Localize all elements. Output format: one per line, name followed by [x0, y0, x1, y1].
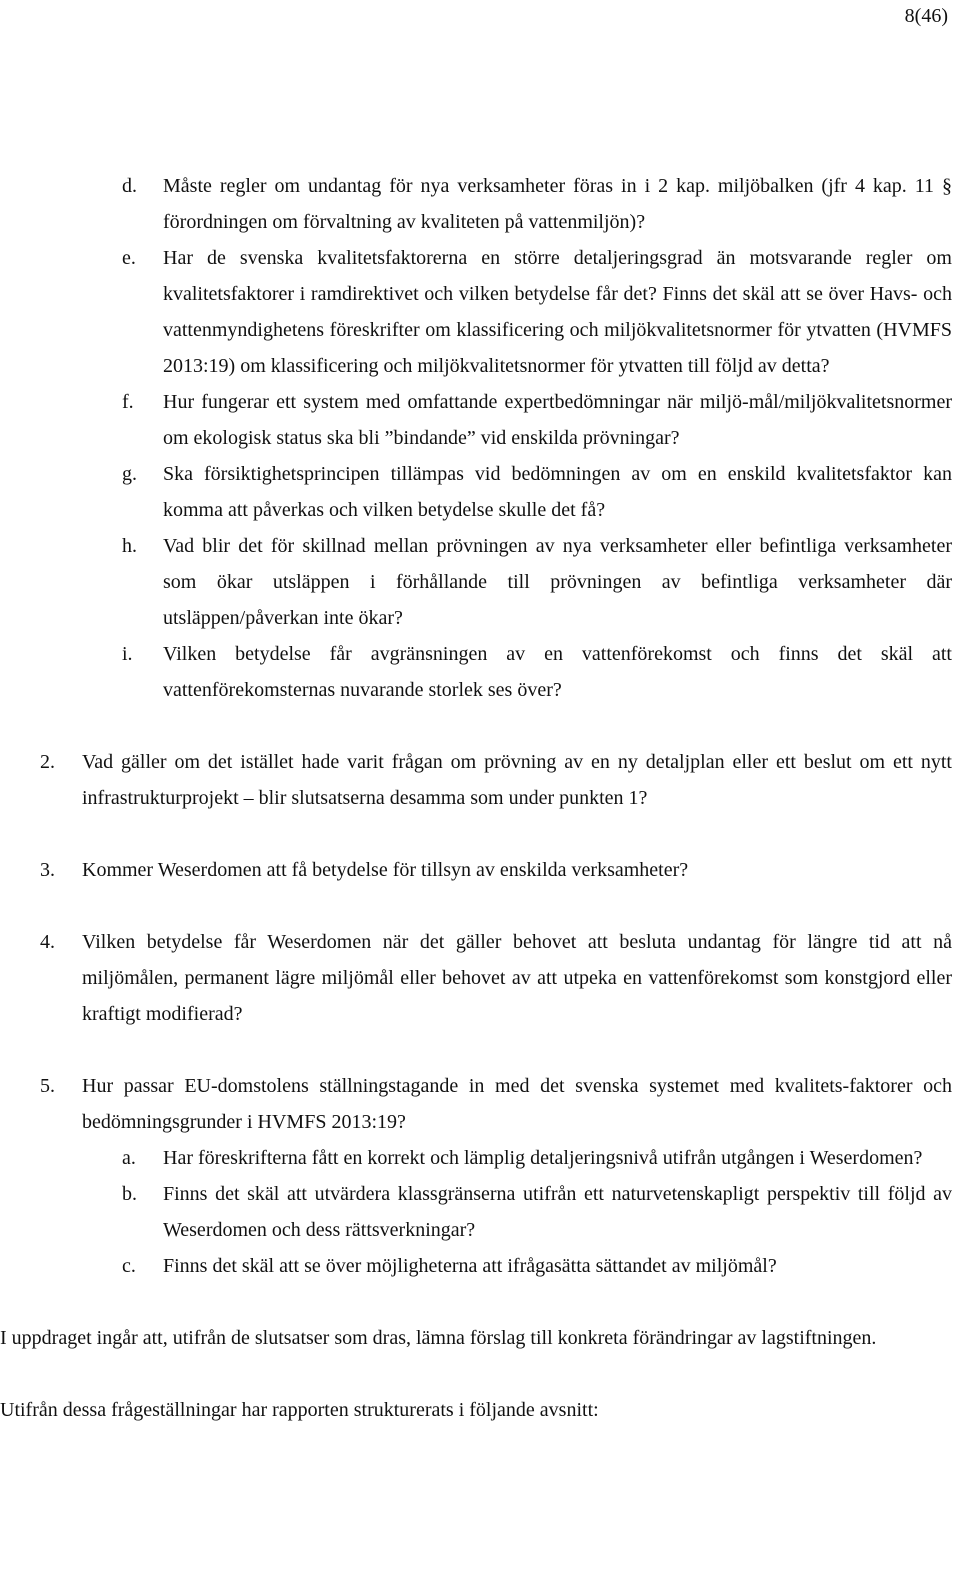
body-paragraph: Utifrån dessa frågeställningar har rapporten strukturerats i följande avsnitt: — [0, 1399, 599, 1421]
list-item — [122, 1140, 952, 1176]
list-marker: h. — [122, 535, 137, 557]
list-item-text: Har föreskrifterna fått en korrekt och lämplig detaljeringsnivå utifrån utgången i Weserdomen? — [163, 1147, 923, 1169]
document-body — [0, 168, 952, 1448]
numbered-question — [0, 852, 952, 888]
question-text: Kommer Weserdomen att få betydelse för tillsyn av enskilda verksamheter? — [82, 859, 689, 881]
list-marker: i. — [122, 643, 133, 665]
page-number: 8(46) — [904, 5, 948, 27]
list-item — [122, 528, 952, 636]
question-number: 3. — [40, 859, 55, 881]
list-item — [122, 456, 952, 528]
list-marker: g. — [122, 463, 137, 485]
body-paragraph: I uppdraget ingår att, utifrån de slutsatser som dras, lämna förslag till konkreta förändringar av lagstiftningen. — [0, 1327, 877, 1349]
sub-question-list — [0, 1140, 952, 1284]
sub-question-list — [0, 168, 952, 708]
list-item-text: Hur fungerar ett system med omfattande expertbedömningar när miljö-mål/miljökvalitetsnormer om ekologisk status ska bli ”bindande” vid enskilda prövningar? — [163, 391, 952, 449]
question-number: 5. — [40, 1075, 55, 1097]
list-item-text: Vad blir det för skillnad mellan prövningen av nya verksamheter eller befintliga verksamheter som ökar utsläppen i förhållande till prövningen av befintliga verksamheter där utsläppen/påverkan inte ökar? — [163, 535, 952, 629]
list-item — [122, 240, 952, 384]
list-item — [122, 1248, 952, 1284]
question-text: Vad gäller om det istället hade varit frågan om prövning av en ny detaljplan eller ett beslut om ett nytt infrastrukturprojekt – blir slutsatserna desamma som under punkten 1? — [82, 751, 952, 809]
list-marker: c. — [122, 1255, 136, 1277]
numbered-question — [0, 1068, 952, 1140]
list-marker: d. — [122, 175, 137, 197]
numbered-question — [0, 744, 952, 816]
list-marker: b. — [122, 1183, 137, 1205]
list-item — [122, 168, 952, 240]
list-item-text: Måste regler om undantag för nya verksamheter föras in i 2 kap. miljöbalken (jfr 4 kap. 11 § förordningen om förvaltning av kvaliteten på vattenmiljön)? — [163, 175, 952, 233]
list-item-text: Ska försiktighetsprincipen tillämpas vid bedömningen av om en enskild kvalitetsfaktor kan komma att påverkas och vilken betydelse skulle det få? — [163, 463, 952, 521]
list-marker: f. — [122, 391, 134, 413]
list-item-text: Har de svenska kvalitetsfaktorerna en större detaljeringsgrad än motsvarande regler om kvalitetsfaktorer i ramdirektivet och vilken betydelse får det? Finns det skäl att se över Havs- och vattenmyndighetens föreskrifter om klassificering och miljökvalitetsnormer för ytvatten (HVMFS 2013:19) om klassificering och miljökvalitetsnormer för ytvatten till följd av detta? — [163, 247, 952, 377]
list-item-text: Finns det skäl att se över möjligheterna att ifrågasätta sättandet av miljömål? — [163, 1255, 777, 1277]
list-item-text: Finns det skäl att utvärdera klassgränserna utifrån ett naturvetenskapligt perspektiv till följd av Weserdomen och dess rättsverkningar? — [163, 1183, 952, 1241]
list-item — [122, 384, 952, 456]
question-number: 2. — [40, 751, 55, 773]
list-item — [122, 1176, 952, 1248]
question-number: 4. — [40, 931, 55, 953]
list-item-text: Vilken betydelse får avgränsningen av en vattenförekomst och finns det skäl att vattenförekomsternas nuvarande storlek ses över? — [163, 643, 952, 701]
list-marker: e. — [122, 247, 136, 269]
question-text: Vilken betydelse får Weserdomen när det gäller behovet att besluta undantag för längre tid att nå miljömålen, permanent lägre miljömål eller behovet av att utpeka en vattenförekomst som konstgjord eller kraftigt modifierad? — [82, 931, 952, 1025]
list-marker: a. — [122, 1147, 136, 1169]
list-item — [122, 636, 952, 708]
question-text: Hur passar EU-domstolens ställningstagande in med det svenska systemet med kvalitets-faktorer och bedömningsgrunder i HVMFS 2013:19? — [82, 1075, 952, 1133]
numbered-question — [0, 924, 952, 1032]
